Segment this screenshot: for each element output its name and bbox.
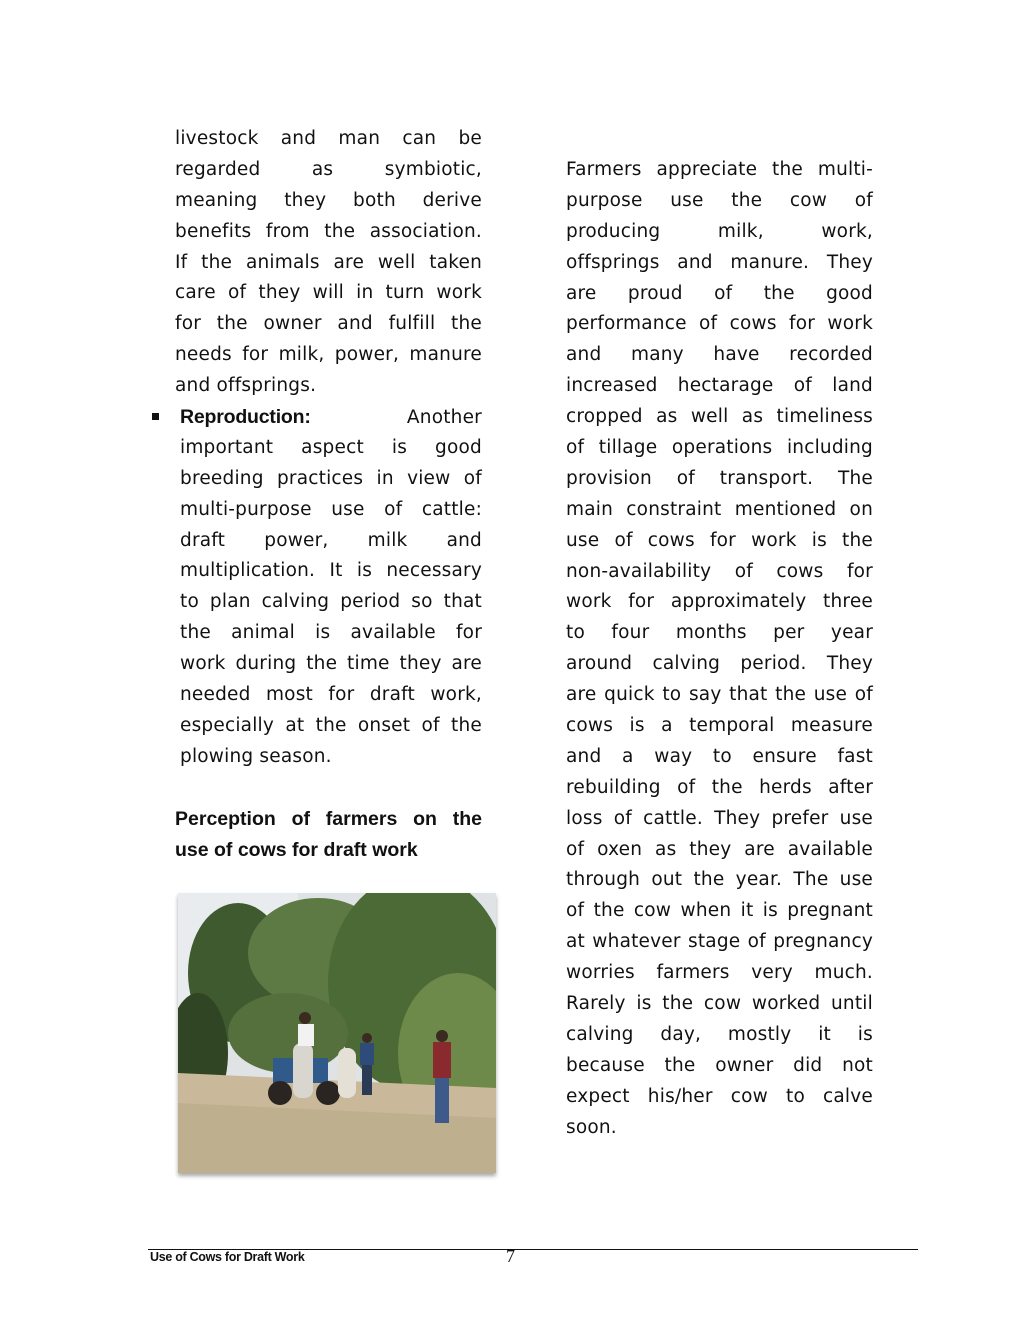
text-line: work for approximately three (566, 591, 873, 613)
text-line: loss of cattle. They prefer use (566, 807, 873, 829)
text-line: through out the year. The use (566, 869, 873, 891)
text-line: care of they will in turn work (175, 282, 482, 304)
text-line: for the owner and fulfill the (175, 313, 482, 335)
text-line: Rarely is the cow worked until (566, 993, 873, 1015)
reproduction-label: Reproduction: (180, 406, 311, 428)
text-line: because the owner did not (566, 1054, 873, 1076)
text-line: calving day, mostly it is (566, 1023, 873, 1045)
text-line: of oxen as they are available (566, 838, 873, 860)
text-line: soon. (566, 1116, 617, 1138)
text-line: are proud of the good (566, 282, 873, 304)
text-line: purpose use the cow of (566, 189, 873, 211)
text-line: and many have recorded (566, 344, 873, 366)
text-line: cows is a temporal measure (566, 715, 873, 737)
text-line: to four months per year (566, 622, 873, 644)
left-column-intro-paragraph (175, 124, 482, 402)
text-line: performance of cows for work (566, 313, 873, 335)
text-line: livestock and man can be (175, 128, 482, 149)
text-line: needs for milk, power, manure (175, 344, 482, 366)
text-line: important aspect is good (180, 436, 482, 458)
text-line: producing milk, work, (566, 220, 873, 242)
text-line: use of cows for work is the (566, 529, 873, 551)
footer-document-title: Use of Cows for Draft Work (150, 1250, 305, 1264)
text-line: plowing season. (180, 745, 332, 767)
page-number: 7 (506, 1246, 515, 1266)
text-line: of the cow when it is pregnant (566, 900, 873, 922)
photo-cows-pulling-cart (178, 893, 496, 1173)
text-line: offsprings and manure. They (566, 251, 873, 273)
text-line: non-availability of cows for (566, 560, 873, 582)
reproduction-bullet-paragraph (180, 402, 482, 773)
text-line: expect his/her cow to calve (566, 1085, 873, 1107)
text-line: around calving period. They (566, 653, 873, 675)
text-line: needed most for draft work, (180, 684, 482, 706)
photo-illustration (178, 893, 496, 1173)
text-line: provision of transport. The (566, 467, 873, 489)
text-line: multiplication. It is necessary (180, 560, 482, 582)
heading-line: Perception of farmers on the (175, 808, 482, 830)
bullet-square-icon (152, 413, 159, 420)
text-line: of tillage operations including (566, 437, 873, 459)
text-line: breeding practices in view of (180, 467, 482, 489)
text-line: and a way to ensure fast (566, 745, 873, 767)
section-heading (175, 804, 482, 866)
text-line: cropped as well as timeliness (566, 406, 873, 428)
right-column-paragraph (566, 155, 873, 1144)
text-line: regarded as symbiotic, (175, 158, 482, 180)
text-line: draft power, milk and (180, 529, 482, 551)
reproduction-first-line (180, 402, 482, 433)
text-line: to plan calving period so that (180, 591, 482, 613)
text-line: increased hectarage of land (566, 375, 873, 397)
text-line: work during the time they are (180, 653, 482, 675)
text-line: benefits from the association. (175, 220, 482, 242)
text-line: worries farmers very much. (566, 962, 873, 984)
text-line: Farmers appreciate the multi- (566, 159, 873, 180)
text-line: If the animals are well taken (175, 251, 482, 273)
text-line: main constraint mentioned on (566, 498, 873, 520)
text-line: multi-purpose use of cattle: (180, 498, 482, 520)
text-line: are quick to say that the use of (566, 684, 873, 706)
text-line: meaning they both derive (175, 189, 482, 211)
heading-line: use of cows for draft work (175, 838, 418, 861)
text-line: and offsprings. (175, 375, 317, 397)
text-line: the animal is available for (180, 622, 482, 644)
reproduction-first-line-rest: Another (406, 407, 482, 428)
text-line: at whatever stage of pregnancy (566, 931, 873, 953)
text-line: rebuilding of the herds after (566, 776, 873, 798)
text-line: especially at the onset of the (180, 714, 482, 736)
